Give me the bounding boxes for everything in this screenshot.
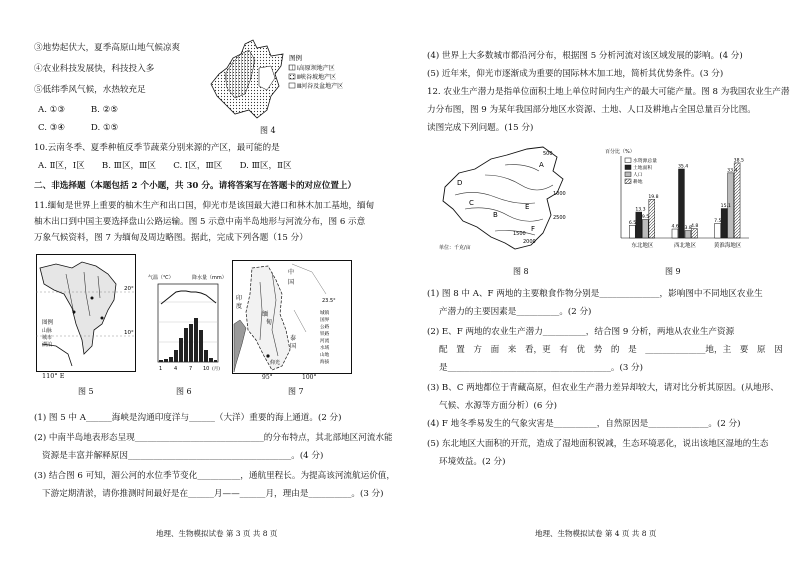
figure-7-label-india-1: 印 [236,295,243,302]
q11-line-3: 万象气候资料，图 7 为缅甸及周边略图。据此，完成下列各题（15 分） [34,233,308,243]
bar-label-farmland-1: 19.8 [648,194,659,200]
figure-7-label-burma-1: 缅 [262,311,269,318]
q11-line-1: 11.缅甸是世界上重要的柚木生产和出口国，仰光市是该国最大港口和林木加工基地，缅甸 [34,201,375,211]
figure-6-month-10: 10 [203,366,210,372]
figure-8-letter-c: C [469,199,474,207]
legend-label-farmland: 耕地 [633,180,643,186]
q11-sub-3b: 下游定期清淤，请你推测时间最好是在______月——______月，理由是__________。(3 分) [42,489,384,499]
figure-9-bar-chart [603,146,753,254]
figure-4-legend-1: Ⅰ高原坝地产区 [297,65,335,72]
figure-6-climate-chart [146,272,230,374]
left-page-footer: 地理、生物模拟试卷 第 3 页 共 8 页 [156,529,278,538]
figure-7-label-yangon: 仰光 [270,360,281,366]
figure-5-legend-title: 图例 [42,320,54,326]
q11-sub-1: (1) 图 5 中 A______海峡是沟通印度洋与______（大洋）重要的海上通道。(2 分) [34,413,342,423]
figure-7-legend-border: 国界 [320,318,330,323]
q12-sub-1a: (1) 图 8 中 A、F 两地的主要粮食作物分别是______________，影响图中不同地区农业生 [427,289,763,299]
q11-line-2: 柚木出口到中国主要选择盘山公路运输。图 5 示意中南半岛地形与河流分布，图 6 示意 [34,217,366,227]
figure-8-map [435,145,585,257]
right-page-footer: 地理、生物模拟试卷 第 4 页 共 8 页 [535,529,657,538]
figure-8-unit: 单位：千克/亩 [439,245,471,251]
bar-farmland-1 [649,199,655,238]
bar-label-population-2: 3.8 [684,226,692,232]
figure-8-caption: 图 8 [513,267,529,276]
figure-4-legend-2: Ⅱ峡谷坡地产区 [297,74,336,81]
q9-option-3: ③地势起伏大，夏季高原山地气候凉爽 [34,43,181,53]
bar-population-1 [642,219,648,238]
bar-label-water-2: 4.6 [671,224,679,230]
bar-label-water-3: 7.5 [714,218,722,224]
figure-8-letter-f: F [531,225,536,233]
figure-7-legend-railway: 铁路 [320,332,330,337]
q9-option-5: ⑤低纬季风气候，水热较充足 [34,85,146,95]
figure-6-month-4: 4 [174,366,178,372]
bar-label-population-3: 33.4 [727,168,738,174]
figure-6-month-unit: (月) [212,367,221,372]
figure-4-legend-title: 图例 [289,54,302,62]
figure-6-caption: 图 6 [176,387,192,396]
bar-water-3 [715,223,721,238]
q10-stem: 10.云南冬季、夏季种植反季节蔬菜分别来源的产区，最可能的是 [34,143,280,153]
figure-4-caption: 图 4 [260,126,276,135]
figure-5-map [36,254,136,372]
figure-8-letter-e: E [525,203,530,211]
figure-7-legend-mountain: 山地 [320,353,330,358]
category-label-1: 东北地区 [631,243,654,249]
bar-land-2 [679,169,685,238]
bar-farmland-2 [692,229,698,238]
figure-5-legend-3: 湖泊 [42,342,53,348]
figure-6-month-1: 1 [159,366,163,372]
q11-sub-5: (5) 近年来，仰光市逐渐成为重要的国际林木加工地，简析其优势条件。(3 分) [427,69,724,79]
q12-line-3: 读图完成下列问题。(15 分) [427,123,534,133]
figure-4-legend-3: Ⅲ河谷及盆地产区 [297,83,344,90]
bar-water-2 [672,229,678,238]
figure-5-lat-20: 20° [124,286,134,292]
figure-8-letter-b: B [493,211,498,219]
figure-4-map [205,38,365,128]
bar-label-farmland-2: 4.8 [691,224,699,230]
right-page [397,0,794,561]
figure-8-contour-2000: 2000 [523,239,536,245]
category-label-3: 黄淮海地区 [713,243,742,249]
figure-5-legend-1: 山脉 [42,328,53,334]
q9-option-4: ④农业科技发展快，科技投入多 [34,64,155,74]
figure-8-contour-1000: 1000 [553,191,566,197]
figure-7-lon-95: 95° [262,374,273,381]
q12-sub-2a: (2) E、F 两地的农业生产潜力__________，结合图 9 分析，两地从农业生产资源 [427,327,735,337]
bar-label-land-3: 15.1 [720,204,731,210]
q12-sub-5b: 环境效益。(2 分) [439,457,506,467]
bar-label-population-1: 9.5 [641,214,650,220]
figure-5-longitude: 110° E [42,372,65,380]
q11-sub-2a: (2) 中南半岛地表形态呈现______________________________的分布特点，其北部地区河流水能 [34,433,393,443]
q10-choices: A. Ⅱ区，Ⅰ区 B. Ⅲ区，Ⅲ区 C. Ⅰ区，Ⅲ区 D. Ⅲ区，Ⅱ区 [38,161,292,171]
q12-line-1: 12. 农业生产潜力是指单位面积土地上单位时间内生产的最大可能产量。图 8 为我国农业生产潜 [427,87,790,97]
legend-swatch-water [625,158,631,163]
figure-7-label-thai-2: 国 [290,343,297,350]
figure-8-contour-2500: 2500 [553,215,566,221]
figure-8-contour-1500: 1500 [513,231,526,237]
figure-6-month-7: 7 [189,366,193,372]
q12-sub-3a: (3) B、C 两地都位于青藏高原，但农业生产潜力差异却较大，请对比分析其原因。(从地形、 [427,383,779,393]
category-label-2: 西北地区 [673,243,697,249]
legend-label-land: 土地面积 [633,166,653,172]
figure-8-letter-d: D [457,179,463,187]
figure-7-label-china-1: 中 [288,269,295,276]
q12-sub-3b: 气候、水源等方面分析）(6 分) [439,401,558,411]
legend-swatch-land [625,165,631,170]
figure-7-map [232,260,352,374]
figure-7-lon-100: 100° [302,374,317,381]
figure-7-label-india-2: 度 [236,303,243,310]
bar-water-1 [629,225,635,238]
figure-7-legend-town: 城镇 [320,311,330,316]
q12-sub-2c: 是______________________________________。(3 分) [439,363,643,373]
bar-label-land-2: 35.4 [678,164,689,170]
figure-7-label-thai-1: 泰 [290,335,297,342]
figure-7-legend-road: 公路 [320,325,330,330]
figure-7-label-tropic: 23.5° [322,298,336,304]
q11-sub-3a: (3) 结合图 6 可知，湄公河的水位季节变化__________，通航里程长。为提高该河流航运价值， [34,471,395,481]
figure-7-legend-water: 水域 [320,346,330,351]
figure-5-caption: 图 5 [78,387,94,396]
legend-swatch-farmland [625,179,631,184]
q11-sub-2b: 资源是丰富并解释原因______________________________________。(4 分) [42,451,324,461]
figure-6-precip-axis-label: 降水量（mm） [192,275,227,281]
bar-land-3 [721,209,727,238]
figure-9-ylabel: 百分比（%） [605,149,635,155]
section-2-heading: 二、非选择题（本题包括 2 个小题，共 30 分。请将答案写在答题卡的对应位置上） [34,181,357,191]
figure-7-caption: 图 7 [288,387,304,396]
q12-line-2: 力分布图，图 9 为某年我国部分地区水资源、土地、人口及耕地占全国总量百分比图。 [427,105,756,115]
figure-7-legend-river: 河流 [320,339,330,344]
figure-8-contour-500: 500 [543,151,553,157]
figure-5-legend-2: 城市 [42,335,53,341]
legend-swatch-population [625,172,631,177]
figure-7-label-burma-2: 甸 [266,319,273,326]
bar-label-farmland-3: 38.5 [733,158,744,164]
q11-sub-4: (4) 世界上大多数城市都沿河分布，根据图 5 分析河流对该区域发展的影响。(4 分) [427,51,743,61]
bar-label-land-1: 13.3 [635,207,646,213]
q12-sub-2b: 配 置 方 面 来 看，更 有 优 势 的 是 ______________地，主 要 原 因 [439,345,783,355]
q12-sub-5a: (5) 东北地区大面积的开荒，造成了湿地面积锐减，生态环境恶化，说出该地区湿地的生态 [427,439,769,449]
bar-farmland-3 [734,163,740,238]
bar-population-2 [685,231,691,238]
figure-7-legend-elevation: 海拔 [320,360,330,365]
bar-label-water-1: 6.5 [628,220,637,226]
figure-8-letter-a: A [539,161,544,169]
q12-sub-1b: 产潜力的主要因素是__________。(2 分) [439,307,592,317]
q9-choices-ab: A. ①③ B. ②⑤ [38,105,119,115]
figure-9-caption: 图 9 [665,267,681,276]
q9-choices-cd: C. ③④ D. ①⑤ [38,123,119,133]
q12-sub-4: (4) F 地冬季易发生的气象灾害是__________，自然原因是______________。(2 分) [427,419,741,429]
legend-label-water: 水资源总量 [633,159,657,165]
legend-label-population: 人口 [633,173,643,179]
figure-5-lat-10: 10° [124,330,134,336]
figure-6-temp-axis-label: 气温（℃） [148,275,174,281]
figure-7-label-china-2: 国 [288,279,295,286]
